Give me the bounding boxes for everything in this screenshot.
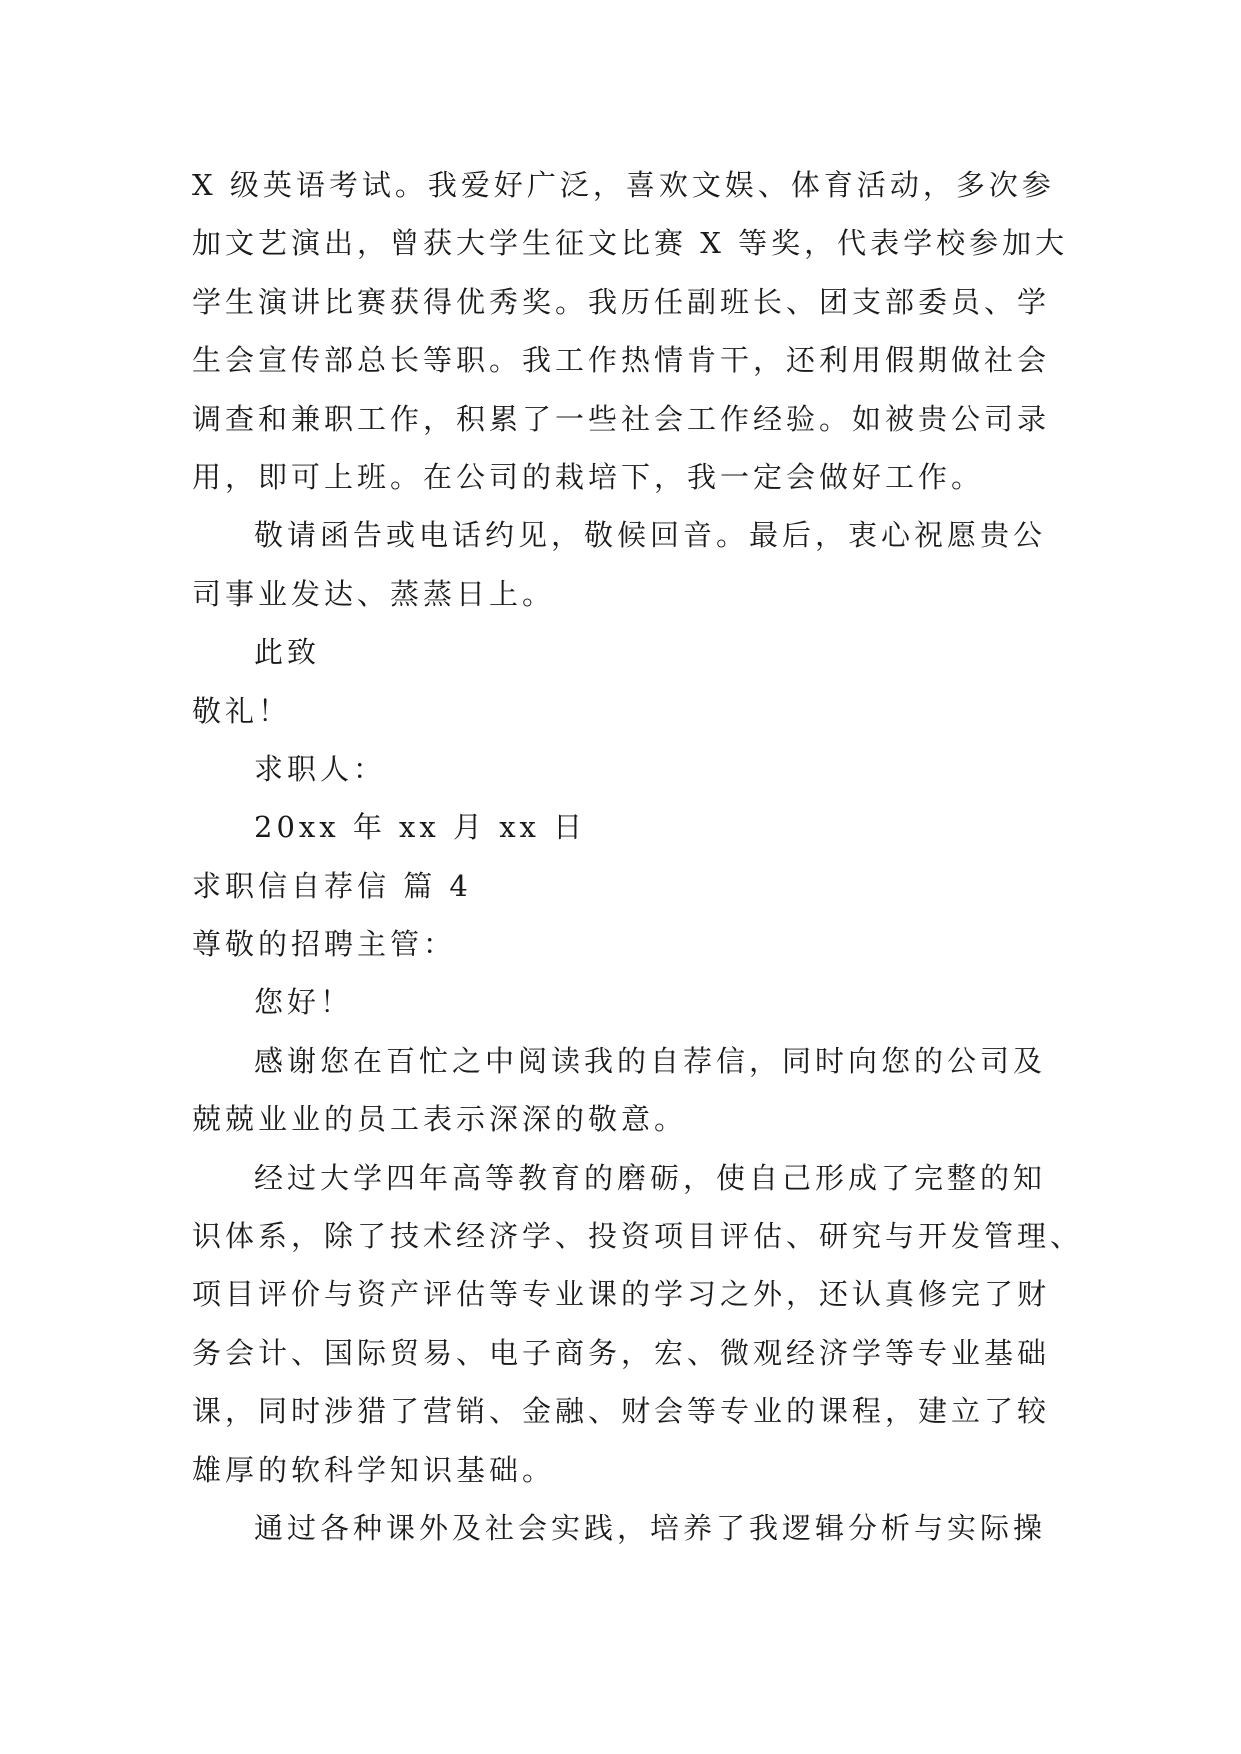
- text-line: 学生演讲比赛获得优秀奖。我历任副班长、团支部委员、学: [192, 284, 1051, 319]
- paragraph-start: 通过各种课外及社会实践，培养了我逻辑分析与实际操: [254, 1510, 1047, 1545]
- text-line: 项目评价与资产评估等专业课的学习之外，还认真修完了财: [192, 1277, 1051, 1312]
- salutation-closing: 敬礼！: [192, 693, 292, 728]
- text-line: X 级英语考试。我爱好广泛，喜欢文娱、体育活动，多次参: [192, 168, 1055, 202]
- date-line: 20xx 年 xx 月 xx 日: [254, 810, 587, 845]
- text-line: 用，即可上班。在公司的栽培下，我一定会做好工作。: [192, 459, 985, 494]
- greeting-recipient: 尊敬的招聘主管：: [192, 927, 457, 962]
- text-line: 识体系，除了技术经济学、投资项目评估、研究与开发管理、: [192, 1219, 1084, 1254]
- paragraph-start: 敬请函告或电话约见，敬候回音。最后，衷心祝愿贵公: [254, 518, 1047, 553]
- text-line: 课，同时涉猎了营销、金融、财会等专业的课程，建立了较: [192, 1394, 1051, 1429]
- paragraph-start: 经过大学四年高等教育的磨砺，使自己形成了完整的知: [254, 1160, 1047, 1195]
- text-line: 生会宣传部总长等职。我工作热情肯干，还利用假期做社会: [192, 343, 1051, 378]
- text-line: 兢兢业业的员工表示深深的敬意。: [192, 1102, 688, 1137]
- section-heading: 求职信自荐信 篇 4: [192, 868, 472, 903]
- text-line: 务会计、国际贸易、电子商务，宏、微观经济学等专业基础: [192, 1335, 1051, 1370]
- paragraph-start: 感谢您在百忙之中阅读我的自荐信，同时向您的公司及: [254, 1043, 1047, 1078]
- text-line: 调查和兼职工作，积累了一些社会工作经验。如被贵公司录: [192, 401, 1051, 436]
- signature-label: 求职人：: [254, 751, 387, 786]
- text-line: 雄厚的软科学知识基础。: [192, 1452, 556, 1487]
- text-line: 加文艺演出，曾获大学生征文比赛 X 等奖，代表学校参加大: [192, 226, 1069, 261]
- greeting: 您好！: [254, 985, 354, 1020]
- closing-phrase: 此致: [254, 635, 321, 670]
- document-body: [192, 156, 1084, 1557]
- text-line: 司事业发达、蒸蒸日上。: [192, 576, 556, 611]
